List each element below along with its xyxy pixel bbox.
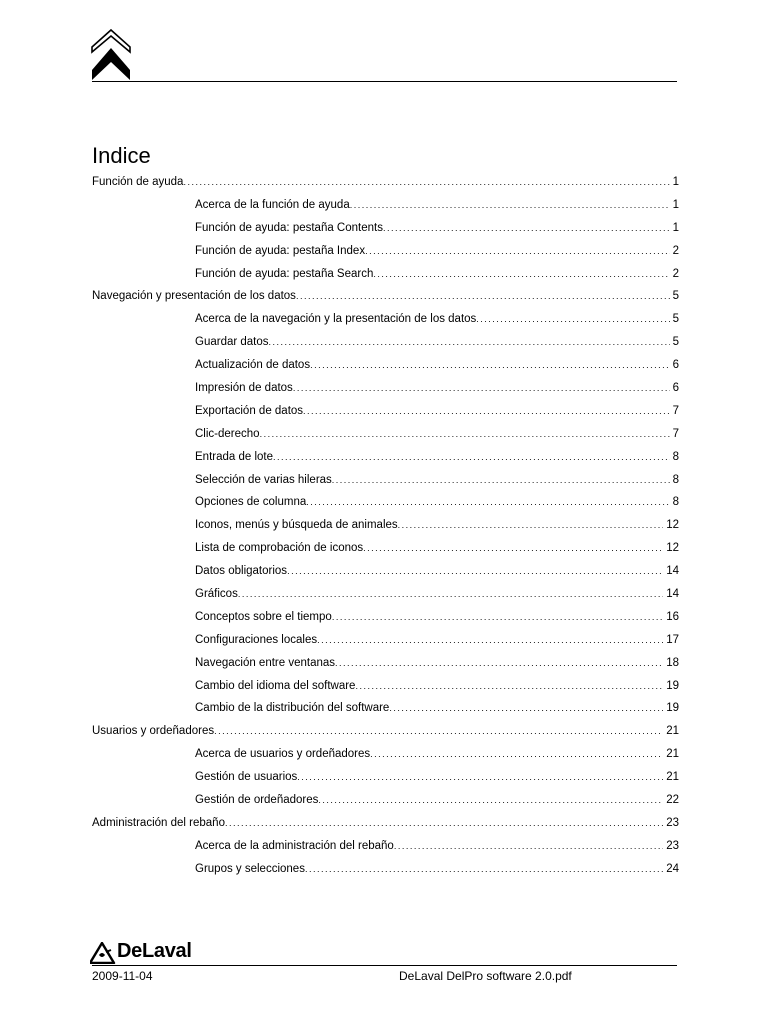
toc-page-number: 1	[672, 221, 679, 234]
toc-label: Acerca de la navegación y la presentación de los datos	[195, 313, 477, 326]
toc-entry[interactable]	[92, 702, 679, 725]
toc-entry[interactable]	[92, 519, 679, 542]
toc-page-number: 1	[672, 198, 679, 211]
toc-entry[interactable]	[92, 657, 679, 680]
toc-page-number: 24	[666, 862, 679, 875]
toc-leader-dots	[398, 519, 664, 531]
toc-page-number: 23	[666, 816, 679, 829]
toc-page-number: 17	[666, 633, 679, 646]
toc-leader-dots	[332, 611, 663, 623]
toc-section[interactable]	[92, 817, 679, 840]
toc-leader-dots	[306, 496, 669, 508]
toc-entry[interactable]	[92, 496, 679, 519]
footer-document-name: DeLaval DelPro software 2.0.pdf	[399, 969, 572, 983]
toc-label: Administración del rebaño	[92, 816, 225, 829]
toc-page-number: 21	[666, 748, 679, 761]
toc-entry[interactable]	[92, 611, 679, 634]
toc-entry[interactable]	[92, 382, 679, 405]
toc-page-number: 12	[666, 519, 679, 532]
toc-label: Cambio del idioma del software	[195, 679, 356, 692]
toc-entry[interactable]	[92, 588, 679, 611]
toc-page-number: 5	[672, 313, 679, 326]
toc-page-number: 2	[672, 267, 679, 280]
toc-label: Gráficos	[195, 588, 238, 601]
toc-label: Opciones de columna	[195, 496, 307, 509]
toc-entry[interactable]	[92, 405, 679, 428]
toc-label: Navegación y presentación de los datos	[92, 290, 296, 303]
toc-leader-dots	[297, 771, 663, 783]
toc-label: Actualización de datos	[195, 359, 311, 372]
toc-leader-dots	[318, 794, 663, 806]
toc-page-number: 5	[672, 290, 679, 303]
toc-entry[interactable]	[92, 771, 679, 794]
toc-page-number: 8	[672, 473, 679, 486]
toc-leader-dots	[269, 336, 670, 348]
toc-page-number: 8	[672, 450, 679, 463]
toc-leader-dots	[310, 359, 670, 371]
toc-label: Configuraciones locales	[195, 633, 318, 646]
brand-name: DeLaval	[117, 940, 192, 962]
toc-leader-dots	[350, 199, 670, 211]
toc-leader-dots	[214, 725, 663, 737]
toc-page-number: 5	[672, 336, 679, 349]
toc-entry[interactable]	[92, 313, 679, 336]
toc-leader-dots	[389, 702, 663, 714]
toc-leader-dots	[183, 176, 669, 188]
toc-entry[interactable]	[92, 634, 679, 657]
toc-leader-dots	[303, 405, 670, 417]
toc-label: Acerca de la administración del rebaño	[195, 839, 394, 852]
toc-label: Guardar datos	[195, 336, 269, 349]
toc-leader-dots	[335, 657, 663, 669]
toc-page-number: 12	[666, 542, 679, 555]
toc-entry[interactable]	[92, 794, 679, 817]
toc-entry[interactable]	[92, 336, 679, 359]
page-title: Indice	[92, 143, 151, 168]
toc-label: Usuarios y ordeñadores	[92, 725, 215, 738]
toc-label: Función de ayuda	[92, 176, 184, 188]
toc-leader-dots	[355, 680, 663, 692]
toc-label: Función de ayuda: pestaña Search	[195, 267, 374, 280]
toc-page-number: 7	[672, 427, 679, 440]
toc-leader-dots	[394, 840, 663, 852]
toc-leader-dots	[260, 428, 670, 440]
toc-page-number: 14	[666, 565, 679, 578]
toc-page-number: 23	[666, 839, 679, 852]
toc-page-number: 7	[672, 404, 679, 417]
toc-label: Lista de comprobación de iconos	[195, 542, 364, 555]
toc-entry[interactable]	[92, 680, 679, 703]
toc-entry[interactable]	[92, 268, 679, 291]
toc-section[interactable]	[92, 176, 679, 199]
toc-label: Exportación de datos	[195, 404, 304, 417]
toc-page-number: 2	[672, 244, 679, 257]
toc-page-number: 22	[666, 794, 679, 807]
toc-label: Función de ayuda: pestaña Contents	[195, 221, 383, 234]
toc-leader-dots	[238, 588, 663, 600]
toc-label: Clic-derecho	[195, 427, 260, 440]
toc-leader-dots	[293, 382, 670, 394]
toc-entry[interactable]	[92, 199, 679, 222]
toc-leader-dots	[273, 451, 670, 463]
toc-entry[interactable]	[92, 474, 679, 497]
toc-leader-dots	[476, 313, 669, 325]
toc-leader-dots	[363, 542, 663, 554]
toc-label: Acerca de usuarios y ordeñadores	[195, 748, 371, 761]
toc-label: Iconos, menús y búsqueda de animales	[195, 519, 398, 532]
toc-section[interactable]	[92, 725, 679, 748]
toc-entry[interactable]	[92, 748, 679, 771]
toc-label: Entrada de lote	[195, 450, 274, 463]
toc-section[interactable]	[92, 290, 679, 313]
table-of-contents	[92, 176, 679, 886]
toc-leader-dots	[373, 268, 669, 280]
toc-page-number: 21	[666, 725, 679, 738]
toc-entry[interactable]	[92, 542, 679, 565]
toc-label: Conceptos sobre el tiempo	[195, 610, 332, 623]
toc-page-number: 16	[666, 610, 679, 623]
footer-rule	[92, 965, 677, 966]
toc-page-number: 19	[666, 679, 679, 692]
toc-page-number: 19	[666, 702, 679, 715]
toc-entry[interactable]	[92, 222, 679, 245]
toc-label: Gestión de usuarios	[195, 771, 298, 784]
toc-label: Grupos y selecciones	[195, 862, 305, 875]
toc-label: Cambio de la distribución del software	[195, 702, 390, 715]
toc-leader-dots	[305, 863, 663, 875]
toc-page-number: 8	[672, 496, 679, 509]
footer-date: 2009-11-04	[92, 969, 153, 983]
toc-leader-dots	[383, 222, 670, 234]
toc-leader-dots	[296, 290, 670, 302]
chevron-arrow-logo-icon	[90, 28, 132, 82]
toc-page-number: 18	[666, 656, 679, 669]
toc-leader-dots	[287, 565, 663, 577]
toc-label: Selección de varias hileras	[195, 473, 332, 486]
toc-entry[interactable]	[92, 245, 679, 268]
toc-entry[interactable]	[92, 359, 679, 382]
toc-label: Datos obligatorios	[195, 565, 288, 578]
toc-leader-dots	[317, 634, 663, 646]
toc-entry[interactable]	[92, 565, 679, 588]
toc-page-number: 21	[666, 771, 679, 784]
toc-page-number: 1	[672, 176, 679, 188]
toc-label: Navegación entre ventanas	[195, 656, 336, 669]
toc-label: Impresión de datos	[195, 382, 293, 395]
header-rule	[92, 81, 677, 82]
toc-page-number: 6	[672, 382, 679, 395]
toc-entry[interactable]	[92, 451, 679, 474]
toc-leader-dots	[332, 474, 670, 486]
toc-leader-dots	[225, 817, 663, 829]
toc-label: Función de ayuda: pestaña Index	[195, 244, 366, 257]
toc-page-number: 6	[672, 359, 679, 372]
toc-page-number: 14	[666, 588, 679, 601]
toc-label: Acerca de la función de ayuda	[195, 198, 350, 211]
toc-leader-dots	[365, 245, 670, 257]
toc-entry[interactable]	[92, 428, 679, 451]
toc-label: Gestión de ordeñadores	[195, 794, 319, 807]
toc-entry[interactable]	[92, 840, 679, 863]
toc-leader-dots	[370, 748, 663, 760]
toc-entry[interactable]	[92, 863, 679, 886]
